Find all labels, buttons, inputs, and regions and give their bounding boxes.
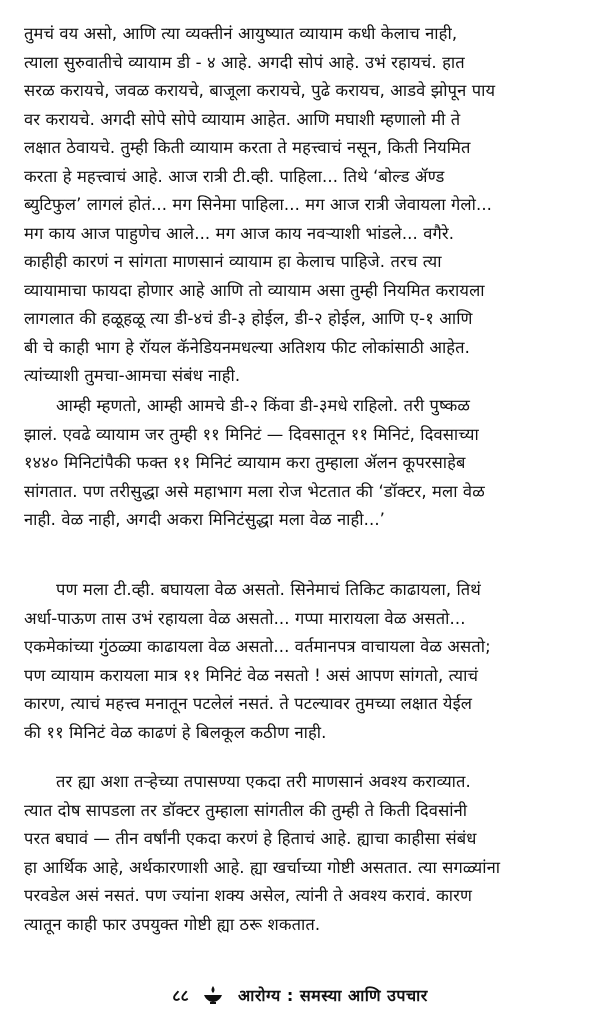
text-line: हा आर्थिक आहे, अर्थकारणाशी आहे. ह्या खर्चाच्या गोष्टी असतात. त्या सगळ्यांना [24,857,501,877]
lamp-icon [202,985,224,1005]
text-line: ब्युटिफुल’ लागलं होतं... मग सिनेमा पाहिला... मग आज रात्री जेवायला गेलो... [24,195,493,214]
text-line: सरळ करायचे, जवळ करायचे, बाजूला करायचे, पुढे करायच, आडवे झोपून पाय [24,81,496,100]
text-line: पण मला टी.व्ही. बघायला वेळ असतो. सिनेमाचं तिकिट काढायला, तिथं [56,580,481,599]
paragraph-3 [24,576,580,747]
text-line: त्याला सुरुवातीचे व्यायाम डी - ४ आहे. अगदी सोपं आहे. उभं रहायचं. हात [24,52,465,72]
book-title: आरोग्य : समस्या आणि उपचार [238,986,428,1005]
text-line: मग काय आज पाहुणेच आले... मग आज काय नवऱ्याशी भांडले... वगैरे. [24,223,455,243]
page-number: ८८ [172,986,189,1005]
text-line: १४४० मिनिटांपैकी फक्त ११ मिनिटं व्यायाम करा तुम्हाला ॲलन कूपरसाहेब [24,453,466,472]
text-line: तर ह्या अशा तऱ्हेच्या तपासण्या एकदा तरी माणसानं अवश्य कराव्यात. [56,772,471,791]
text-line: त्यात दोष सापडला तर डॉक्टर तुम्हाला सांगतील की तुम्ही ते किती दिवसांनी [24,800,468,820]
text-line: झालं. एवढे व्यायाम जर तुम्ही ११ मिनिटं — दिवसातून ११ मिनिटं, दिवसाच्या [24,424,479,444]
text-line: आम्ही म्हणतो, आम्ही आमचे डी-२ किंवा डी-३मधे राहिलो. तरी पुष्कळ [56,396,471,415]
text-line: की ११ मिनिटं वेळ काढणं हे बिलकूल कठीण नाही. [24,722,327,742]
text-line: करता हे महत्त्वाचं आहे. आज रात्री टी.व्ही. पाहिला... तिथे ‘बोल्ड ॲण्ड [24,166,445,186]
page-footer [0,984,600,1006]
text-line: व्यायामाचा फायदा होणार आहे आणि तो व्यायाम असा तुम्ही नियमित करायला [24,280,485,300]
text-line: नाही. वेळ नाही, अगदी अकरा मिनिटंसुद्धा मला वेळ नाही...’ [24,510,386,529]
paragraph-4 [24,768,580,939]
text-line: त्यांच्याशी तुमचा-आमचा संबंध नाही. [24,366,241,385]
text-line: तुमचं वय असो, आणि त्या व्यक्तीनं आयुष्यात व्यायाम कधी केलाच नाही, [24,24,458,43]
paragraph-2 [24,392,580,535]
text-line: काहीही कारणं न सांगता माणसानं व्यायाम हा केलाच पाहिजे. तरच त्या [24,252,442,271]
text-line: एकमेकांच्या गुंठळ्या काढायला वेळ असतो... वर्तमानपत्र वाचायला वेळ असतो; [24,637,491,656]
text-line: पण व्यायाम करायला मात्र ११ मिनिटं वेळ नसतो ! असं आपण सांगतो, त्याचं [24,665,479,685]
text-line: कारण, त्याचं महत्त्व मनातून पटलेलं नसतं. ते पटल्यावर तुमच्या लक्षात येईल [24,694,473,713]
text-line: अर्धा-पाऊण तास उभं रहायला वेळ असतो... गप्पा मारायला वेळ असतो... [24,608,466,628]
text-line: लागलात की हळूहळू त्या डी-४चं डी-३ होईल, डी-२ होईल, आणि ए-१ आणि [24,309,473,328]
text-line: लक्षात ठेवायचे. तुम्ही किती व्यायाम करता ते महत्त्वाचं नसून, किती नियमित [24,138,471,157]
text-line: सांगतात. पण तरीसुद्धा असे महाभाग मला रोज भेटतात की ‘डॉक्टर, मला वेळ [24,481,485,501]
paragraph-1 [24,20,580,391]
text-line: वर करायचे. अगदी सोपे सोपे व्यायाम आहेत. आणि मघाशी म्हणालो मी ते [24,109,461,129]
text-line: त्यातून काही फार उपयुक्त गोष्टी ह्या ठरू शकतात. [24,914,321,934]
text-line: बी चे काही भाग हे रॉयल कॅनेडियनमधल्या अतिशय फीट लोकांसाठी आहेत. [24,337,471,357]
text-line: परत बघावं — तीन वर्षांनी एकदा करणं हे हिताचं आहे. ह्याचा काहीसा संबंध [24,829,477,848]
text-line: परवडेल असं नसतं. पण ज्यांना शक्य असेल, त्यांनी ते अवश्य करावं. कारण [24,886,473,905]
